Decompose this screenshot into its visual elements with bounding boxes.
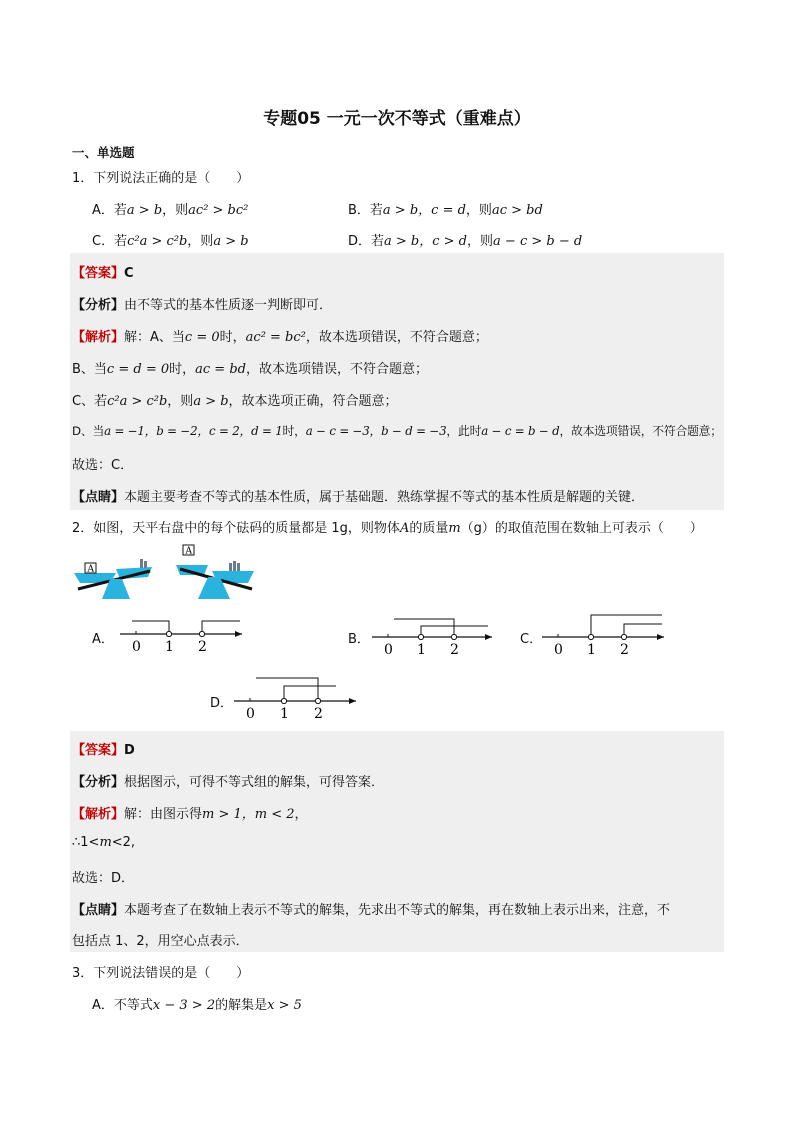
q1-c-math: c²a > c²b — [127, 234, 188, 249]
q2-option-b-label: B． — [348, 632, 370, 647]
q2-option-d-label: D． — [210, 696, 234, 711]
tick-1: 1 — [280, 706, 289, 720]
q1-a-prefix: A．若 — [92, 203, 127, 218]
answer-value: C — [124, 266, 134, 281]
tick-2: 2 — [450, 642, 459, 657]
q2-solution-box — [70, 731, 724, 952]
balance-figure — [72, 543, 258, 601]
text: ，故本选项错误，不符合题意； — [559, 424, 722, 438]
analysis-text: 由不等式的基本性质逐一判断即可． — [124, 298, 333, 313]
text: <2, — [111, 835, 136, 850]
q2-option-a-label: A． — [92, 632, 114, 647]
q1-a-mid: ，则 — [162, 203, 189, 218]
tick-2: 2 — [314, 706, 323, 720]
q3-option-a — [92, 994, 302, 1013]
q1-solution-line3 — [72, 390, 398, 409]
q1-d-prefix: D．若 — [348, 234, 385, 249]
math: m — [448, 521, 461, 536]
tick-1: 1 — [165, 639, 174, 655]
q1-b-prefix: B．若 — [348, 203, 383, 218]
number-line-b — [370, 615, 496, 657]
q1-solution-line2 — [72, 358, 428, 377]
q1-stem: 1．下列说法正确的是（ ） — [72, 171, 250, 186]
q2-answer — [72, 739, 135, 758]
text: 解：由图示得 — [124, 807, 203, 822]
comment-label: 【点睛】 — [72, 490, 125, 505]
q1-b-mid: ，则 — [465, 203, 492, 218]
comment-text: 本题主要考查不等式的基本性质，属于基础题．熟练掌握不等式的基本性质是解题的关键． — [124, 490, 645, 505]
q2-comment — [72, 899, 670, 918]
q1-analysis — [72, 294, 332, 313]
q2-stem — [72, 517, 703, 536]
analysis-label: 【分析】 — [72, 775, 125, 790]
text: ，故本选项错误，不符合题意； — [245, 362, 428, 377]
q1-option-a — [92, 199, 248, 218]
math: m — [99, 835, 112, 850]
text: ，则 — [167, 394, 194, 409]
q2-solution-line2 — [72, 835, 135, 850]
q1-d-math: a > b，c > d — [384, 234, 468, 249]
text: 的质量 — [409, 521, 449, 536]
comment-text: 本题考查了在数轴上表示不等式的解集，先求出不等式的解集，再在数轴上表示出来，注意，不 — [124, 903, 671, 918]
math: c = d = 0 — [106, 362, 170, 377]
text: B、当 — [72, 362, 107, 377]
q3-a-math2: x > 5 — [267, 998, 302, 1013]
text: 时， — [169, 362, 196, 377]
number-line-d — [232, 674, 360, 720]
q1-a-math: a > b — [126, 203, 163, 218]
q1-option-b — [348, 199, 543, 218]
text: ，此时 — [446, 424, 482, 438]
number-line-a — [118, 617, 246, 655]
q1-c-math2: a > b — [213, 234, 249, 249]
q1-b-math2: ac > bd — [491, 203, 543, 218]
text: ，故本选项错误，不符合题意； — [305, 330, 488, 345]
text: 2．如图，天平右盘中的每个砝码的质量都是 1g，则物体 — [72, 521, 400, 536]
q2-analysis — [72, 771, 384, 790]
math: m > 1，m < 2 — [202, 807, 295, 822]
q1-solution-line1 — [72, 326, 488, 345]
q2-choose: 故选：D． — [72, 871, 135, 886]
tick-1: 1 — [587, 642, 596, 657]
tick-1: 1 — [417, 642, 426, 657]
q1-comment — [72, 486, 644, 505]
q2-option-c-label: C． — [520, 632, 543, 647]
math: A — [399, 521, 410, 536]
text: ，故本选项正确，符合题意； — [228, 394, 398, 409]
number-line-c — [540, 611, 668, 657]
tick-0: 0 — [132, 639, 141, 655]
solution-label: 【解析】 — [72, 807, 125, 822]
q1-choose: 故选：C． — [72, 458, 134, 473]
math: a > b — [193, 394, 229, 409]
tick-0: 0 — [246, 706, 255, 720]
math: ac² = bc² — [245, 330, 306, 345]
solution-label: 【解析】 — [72, 330, 125, 345]
q3-a-prefix: A．不等式 — [92, 998, 153, 1013]
q1-c-mid: ，则 — [187, 234, 214, 249]
box-label: A — [185, 546, 192, 557]
text: ∴1< — [72, 835, 100, 850]
q1-b-math: a > b，c = d — [382, 203, 466, 218]
box-label: A — [87, 564, 94, 575]
q1-option-d — [348, 230, 582, 249]
comment-label: 【点睛】 — [72, 903, 125, 918]
answer-label: 【答案】 — [72, 743, 125, 758]
text: D、当 — [72, 424, 105, 438]
text: 解：A、当 — [124, 330, 185, 345]
tick-0: 0 — [384, 642, 393, 657]
tick-0: 0 — [554, 642, 563, 657]
section-heading: 一、单选题 — [72, 145, 135, 160]
q1-solution-box — [70, 253, 724, 510]
q1-answer — [72, 262, 134, 281]
text: 时， — [219, 330, 246, 345]
math: a − c = −3，b − d = −3 — [305, 424, 447, 438]
analysis-label: 【分析】 — [72, 298, 125, 313]
text: 时， — [282, 424, 306, 438]
q1-d-mid: ，则 — [467, 234, 494, 249]
text: ， — [294, 807, 308, 822]
tick-2: 2 — [198, 639, 207, 655]
q1-option-c — [92, 230, 249, 249]
q3-a-math: x − 3 > 2 — [152, 998, 216, 1013]
q2-comment-cont: 包括点 1、2，用空心点表示． — [72, 934, 249, 949]
q1-d-math2: a − c > b − d — [493, 234, 583, 249]
q3-a-mid: 的解集是 — [215, 998, 268, 1013]
math: a = −1，b = −2，c = 2，d = 1 — [104, 424, 283, 438]
math: a − c = b − d — [481, 424, 560, 438]
q1-c-prefix: C．若 — [92, 234, 128, 249]
answer-value: D — [124, 743, 135, 758]
tick-2: 2 — [620, 642, 629, 657]
page-title: 专题05 一元一次不等式（重难点） — [263, 109, 531, 129]
q1-a-math2: ac² > bc² — [188, 203, 249, 218]
q2-solution-line1 — [72, 803, 308, 822]
math: c = 0 — [184, 330, 220, 345]
q1-solution-line4 — [72, 422, 722, 439]
balance-left — [74, 559, 152, 599]
answer-label: 【答案】 — [72, 266, 125, 281]
math: c²a > c²b — [107, 394, 168, 409]
text: C、若 — [72, 394, 108, 409]
math: ac = bd — [195, 362, 246, 377]
text: （g）的取值范围在数轴上可表示（ ） — [460, 521, 703, 536]
balance-right — [176, 545, 254, 599]
q3-stem: 3．下列说法错误的是（ ） — [72, 966, 250, 981]
analysis-text: 根据图示，可得不等式组的解集，可得答案． — [124, 775, 385, 790]
